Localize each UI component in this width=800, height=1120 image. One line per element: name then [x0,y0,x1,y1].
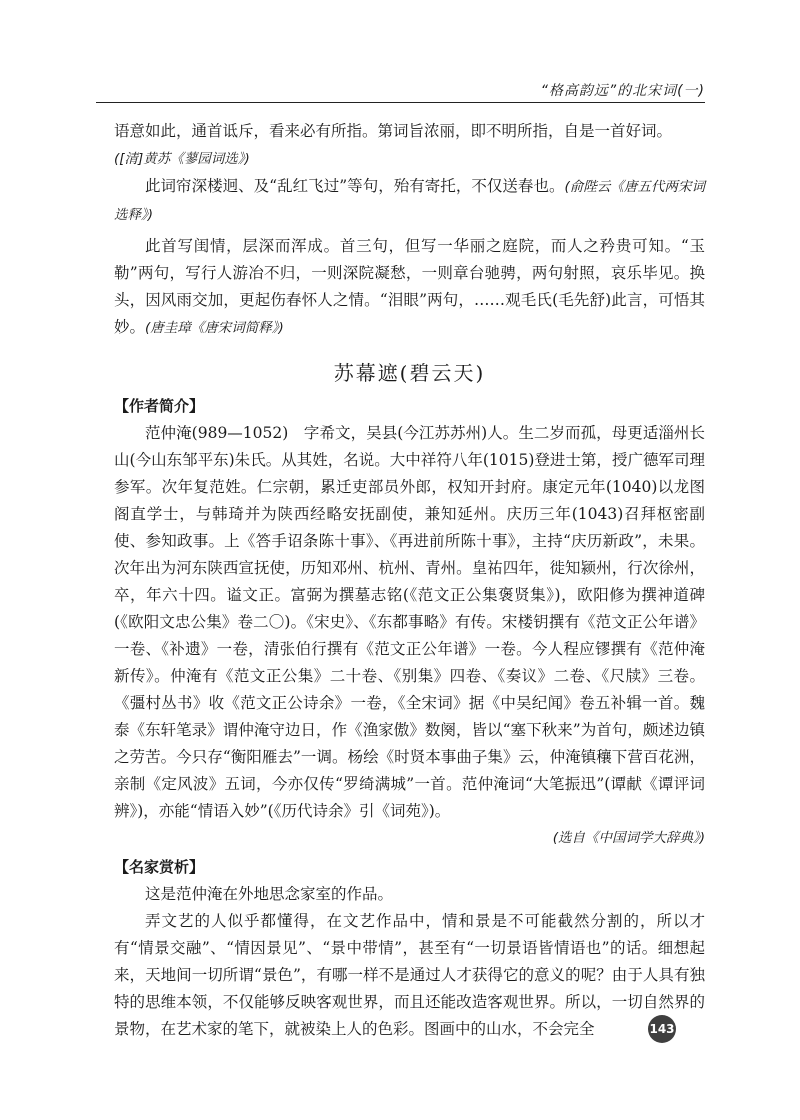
author-intro-source: (选自《中国词学大辞典》) [552,830,705,846]
author-intro-heading: 【作者简介】 [114,397,205,415]
page-number-badge: 143 [648,1015,676,1043]
appreciation-paragraph-1: 这是范仲淹在外地思念家室的作品。 [145,885,394,903]
appreciation-paragraph-2: 弄文艺的人似乎都懂得，在文艺作品中，情和景是不可能截然分割的，所以才有“情景交融”、“情因景见”、“景中带情”，甚至有“一切景语皆情语也”的话。细想起来，天地间一切所谓“景色”，有哪一样不是通过人才获得它的意义的呢？由于人具有独特的思维本领，不仅能够反映客观世界，而且还能改造客观世界。所以，一切自然界的景物，在艺术家的笔下，就被染上人的色彩。图画中的山水，不会完全 [114,912,705,1038]
commentary-text-1: 语意如此，通首诋斥，看来必有所指。第词旨浓丽，即不明所指，自是一首好词。 [114,122,673,140]
commentary-source-1: ([清]黄苏《蓼园词选》) [114,151,250,167]
commentary-paragraph-2 [114,173,705,229]
commentary-text-3: 此首写闺情，层深而浑成。首三句，但写一华丽之庭院，而人之矜贵可知。“玉勒”两句，写行人游冶不归，一则深院凝愁，一则章台驰骋，两句射照，哀乐毕见。换头，因风雨交加，更起伤春怀人之情。“泪眼”两句，……观毛氏(毛先舒)此言，可悟其妙。 [114,237,705,336]
commentary-paragraph-1 [114,118,705,173]
running-header [96,80,705,103]
commentary-text-2: 此词帘深楼迥、及“乱红飞过”等句，殆有寄托，不仅送春也。 [145,177,565,195]
author-intro-text: 范仲淹(989—1052) 字希文，吴县(今江苏苏州)人。生二岁而孤，母更适淄州长山(今山东邹平东)朱氏。从其姓，名说。大中祥符八年(1015)登进士第，授广德军司理参军。次年复范姓。仁宗朝，累迁吏部员外郎，权知开封府。康定元年(1040)以龙图阁直学士，与韩琦并为陕西经略安抚副使，兼知延州。庆历三年(1043)召拜枢密副使、参知政事。上《答手诏条陈十事》、《再进前所陈十事》，主持“庆历新政”，未果。次年出为河东陕西宣抚使，历知邓州、杭州、青州。皇祐四年，徙知颍州，行次徐州，卒，年六十四。谥文正。富弼为撰墓志铭(《范文正公集褒贤集》)，欧阳修为撰神道碑(《欧阳文忠公集》卷二〇)。《宋史》、《东都事略》有传。宋楼钥撰有《范文正公年谱》一卷、《补遗》一卷，清张伯行撰有《范文正公年谱》一卷。今人程应镠撰有《范仲淹新传》。仲淹有《范文正公集》二十卷、《别集》四卷、《奏议》二卷、《尺牍》三卷。《彊村丛书》收《范文正公诗余》一卷，《全宋词》据《中吴纪闻》卷五补辑一首。魏泰《东轩笔录》谓仲淹守边日，作《渔家傲》数阕，皆以“塞下秋来”为首句，颇述边镇之劳苦。今只存“衡阳雁去”一调。杨绘《时贤本事曲子集》云，仲淹镇穰下营百花洲，亲制《定风波》五词，今亦仅传“罗绮满城”一首。范仲淹词“大笔振迅”(谭献《谭评词辨》)，亦能“情语入妙”(《历代诗余》引《词苑》)。 [114,424,705,820]
poem-title: 苏幕遮(碧云天) [333,361,486,385]
running-title: “格高韵远”的北宋词(一) [540,83,705,99]
commentary-source-2: (俞陛云《唐五代两宋词选释》) [114,179,705,223]
page-body [114,118,705,1043]
commentary-paragraph-3 [114,233,705,342]
commentary-source-3: (唐圭璋《唐宋词简释》) [145,320,284,336]
appreciation-heading: 【名家赏析】 [114,858,205,876]
